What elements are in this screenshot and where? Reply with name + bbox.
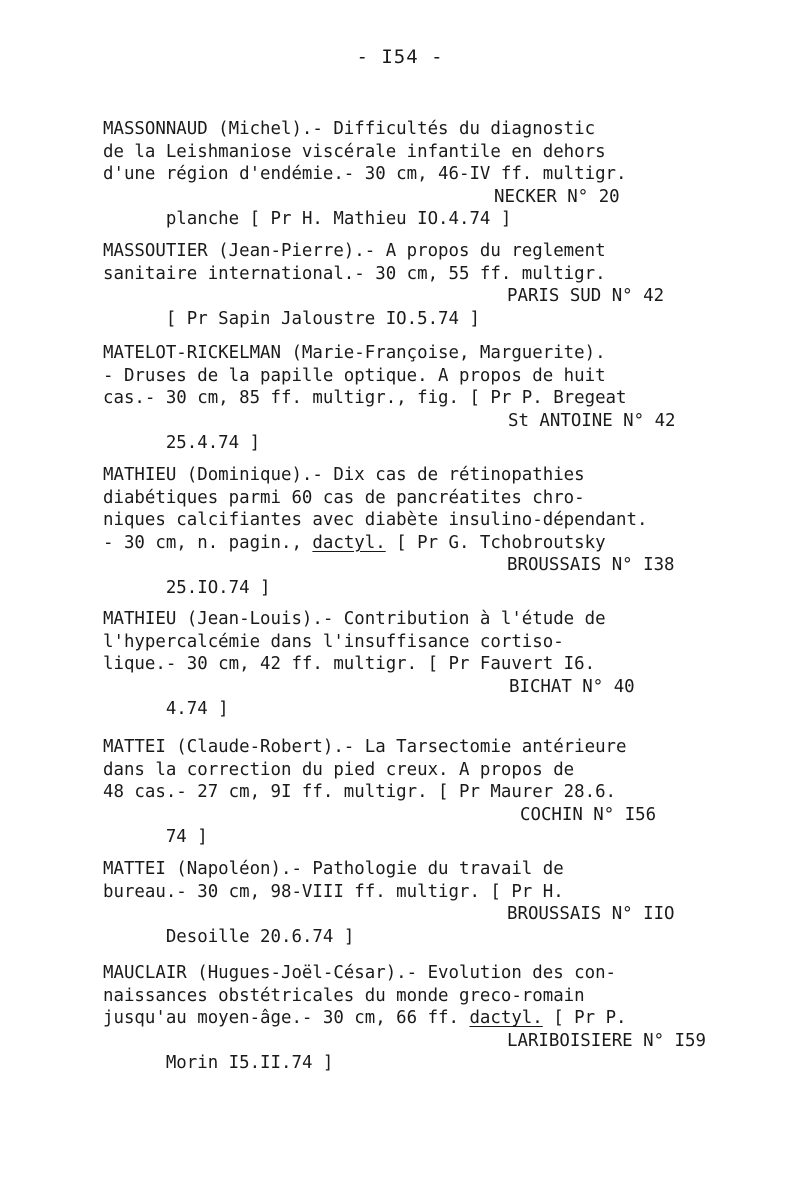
entry-citation-end: Desoille 20.6.74 ] bbox=[165, 926, 355, 947]
entry-line-text: [ Pr G. Tchobroutsky bbox=[385, 532, 606, 553]
library-location: LARIBOISIERE N° I59 bbox=[507, 1030, 706, 1051]
entry-last-line bbox=[103, 804, 683, 848]
entry-line: 48 cas.- 27 cm, 9I ff. multigr. [ Pr Maurer 28.6. bbox=[103, 782, 617, 803]
entry-citation-end: 25.IO.74 ] bbox=[165, 577, 271, 598]
entry-line: d'une région d'endémie.- 30 cm, 46-IV ff. multigr. bbox=[103, 164, 627, 185]
entry-last-line bbox=[103, 554, 683, 598]
entry-line-text: - 30 cm, n. pagin., bbox=[103, 532, 313, 553]
entry-last-line bbox=[103, 903, 683, 947]
entry-line: de la Leishmaniose viscérale infantile en dehors bbox=[103, 141, 606, 162]
dactyl-underlined: dactyl. bbox=[312, 532, 386, 553]
entry-citation-end: 74 ] bbox=[165, 827, 208, 848]
entry-line: MATHIEU (Dominique).- Dix cas de rétinopathies bbox=[103, 465, 585, 485]
dactyl-underlined: dactyl. bbox=[469, 1008, 543, 1029]
entry-line bbox=[103, 1007, 683, 1030]
entry-line: MATELOT-RICKELMAN (Marie-Françoise, Marguerite). bbox=[103, 343, 606, 363]
entry-last-line bbox=[103, 410, 683, 454]
bibliography-entry bbox=[103, 962, 706, 1074]
entry-line: MATTEI (Napoléon).- Pathologie du travail de bbox=[103, 859, 564, 879]
entry-line: sanitaire international.- 30 cm, 55 ff. multigr. bbox=[103, 263, 606, 284]
page-number: - I54 - bbox=[356, 46, 444, 68]
entry-line: MASSOUTIER (Jean-Pierre).- A propos du reglement bbox=[103, 241, 606, 261]
entry-line bbox=[103, 532, 683, 555]
bibliography-entry bbox=[103, 608, 683, 720]
entry-line: lique.- 30 cm, 42 ff. multigr. [ Pr Fauvert I6. bbox=[103, 654, 596, 675]
entry-line: MATTEI (Claude-Robert).- La Tarsectomie antérieure bbox=[103, 737, 627, 757]
bibliography-entry bbox=[103, 118, 683, 230]
entry-line: l'hypercalcémie dans l'insuffisance cortiso- bbox=[103, 631, 564, 652]
entry-line: dans la correction du pied creux. A propos de bbox=[103, 759, 575, 780]
entry-last-line bbox=[103, 186, 683, 230]
bibliography-entry bbox=[103, 736, 683, 848]
library-location: NECKER N° 20 bbox=[494, 186, 620, 207]
library-location: BICHAT N° 40 bbox=[509, 676, 635, 697]
entry-citation-end: Morin I5.II.74 ] bbox=[165, 1053, 334, 1074]
entry-citation-end: planche [ Pr H. Mathieu IO.4.74 ] bbox=[165, 209, 512, 230]
library-location: COCHIN N° I56 bbox=[520, 804, 657, 825]
entry-line: diabétiques parmi 60 cas de pancréatites chro- bbox=[103, 487, 585, 508]
entry-citation-end: [ Pr Sapin Jaloustre IO.5.74 ] bbox=[165, 308, 480, 329]
entry-line: MAUCLAIR (Hugues-Joël-César).- Evolution des con- bbox=[103, 963, 617, 983]
entry-line: niques calcifiantes avec diabète insulino-dépendant. bbox=[103, 510, 648, 531]
entry-citation-end: 25.4.74 ] bbox=[165, 433, 261, 454]
entry-last-line bbox=[103, 1030, 706, 1074]
entry-line: bureau.- 30 cm, 98-VIII ff. multigr. [ Pr H. bbox=[103, 881, 564, 902]
entry-last-line bbox=[103, 676, 683, 720]
library-location: BROUSSAIS N° I38 bbox=[507, 555, 675, 576]
library-location: BROUSSAIS N° IIO bbox=[507, 904, 675, 925]
bibliography-entry bbox=[103, 464, 683, 598]
bibliography-entry bbox=[103, 240, 683, 329]
entry-line-text: [ Pr P. bbox=[542, 1008, 627, 1029]
library-location: PARIS SUD N° 42 bbox=[507, 286, 665, 307]
entry-line: cas.- 30 cm, 85 ff. multigr., fig. [ Pr P. Bregeat bbox=[103, 388, 627, 409]
library-location: St ANTOINE N° 42 bbox=[508, 410, 676, 431]
entry-line: - Druses de la papille optique. A propos de huit bbox=[103, 365, 606, 386]
bibliography-entry bbox=[103, 342, 683, 454]
bibliography-entry bbox=[103, 858, 683, 947]
entry-line: MATHIEU (Jean-Louis).- Contribution à l'étude de bbox=[103, 609, 606, 629]
entry-line: naissances obstétricales du monde greco-romain bbox=[103, 985, 585, 1006]
entry-line-text: jusqu'au moyen-âge.- 30 cm, 66 ff. bbox=[103, 1008, 470, 1029]
entry-line: MASSONNAUD (Michel).- Difficultés du diagnostic bbox=[103, 119, 596, 139]
entry-citation-end: 4.74 ] bbox=[165, 699, 229, 720]
entry-last-line bbox=[103, 285, 683, 329]
